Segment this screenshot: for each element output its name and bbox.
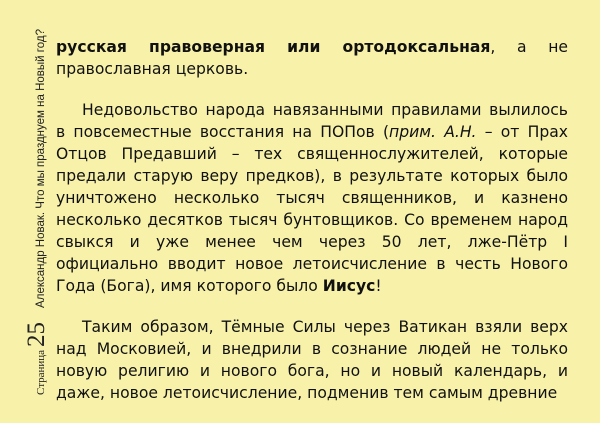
page-number: 25	[23, 321, 50, 347]
book-title: Александр Новак. Что мы празднуем на Новый год?	[35, 29, 47, 308]
page-margin	[0, 0, 48, 423]
emphasis-name: Иисус	[322, 277, 376, 295]
paragraph-text: Таким образом, Тёмные Силы через Ватикан взяли верх над Московией, и внедрили в сознание людей не только новую религию и нового бога, но и новый календарь, и даже, новое летоисчисление, подменив тем самым древние	[56, 318, 568, 402]
paragraph-end: !	[375, 277, 382, 295]
paragraph-text: Недовольство народа навязанными правилами вылилось в повсеместные восстания на ПОПов (	[56, 101, 568, 141]
paragraph-3	[56, 316, 568, 404]
page-label: Страница	[35, 349, 47, 395]
author-note: прим. А.Н.	[389, 123, 477, 141]
paragraph-text: – от Прах Отцов Предавший – тех священнослужителей, которые предали старую веру предков), в результате которых было уничтожено несколько тысяч священников, и казнено несколько десятков тысяч бунтовщиков. Со временем народ свыкся и уже менее чем через 50 лет, лже-Пётр I официально вводит новое летоисчисление в честь Нового Года (Бога), имя которого было	[56, 123, 569, 295]
margin-header	[24, 29, 49, 395]
emphasis-text: русская правоверная или ортодоксальная	[56, 38, 491, 56]
paragraph-1	[56, 36, 568, 80]
paragraph-text: , а не православная церковь.	[56, 38, 569, 78]
page-content	[56, 36, 568, 404]
paragraph-2	[56, 99, 568, 297]
